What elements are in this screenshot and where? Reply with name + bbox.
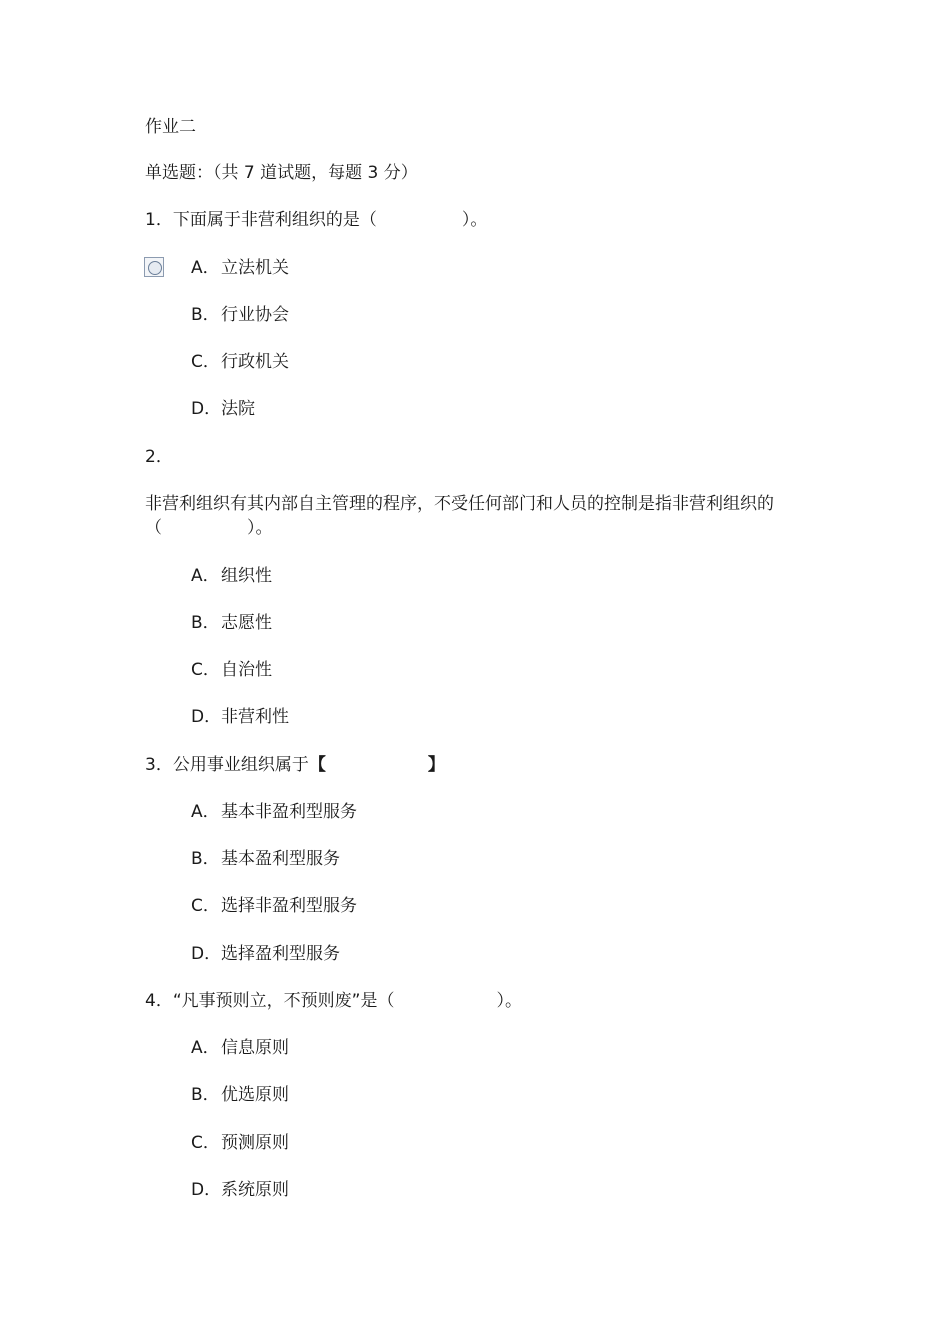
option-3a[interactable] xyxy=(191,800,357,824)
option-text: 立法机关 xyxy=(221,258,289,278)
option-text: 系统原则 xyxy=(221,1180,289,1200)
option-text: 非营利性 xyxy=(221,707,289,727)
option-text: 法院 xyxy=(221,399,255,419)
option-text: 组织性 xyxy=(221,566,272,586)
option-text: 行政机关 xyxy=(221,352,289,372)
question-4 xyxy=(145,989,522,1013)
question-text: “凡事预则立，不预则废”是（ ）。 xyxy=(172,991,522,1011)
option-3d[interactable] xyxy=(191,942,340,966)
option-text: 预测原则 xyxy=(221,1133,289,1153)
option-1d[interactable] xyxy=(191,397,255,421)
option-4d[interactable] xyxy=(191,1178,289,1202)
option-letter: A． xyxy=(191,566,220,586)
option-4b[interactable] xyxy=(191,1083,289,1107)
radio-button[interactable] xyxy=(144,257,164,277)
radio-dot xyxy=(148,261,162,275)
section-header: 单选题：（共 7 道试题，每题 3 分） xyxy=(145,163,418,183)
question-text: 公用事业组织属于 xyxy=(172,755,309,775)
option-text: 志愿性 xyxy=(221,613,272,633)
option-text: 行业协会 xyxy=(221,305,289,325)
option-2c[interactable] xyxy=(191,658,272,682)
option-1a[interactable] xyxy=(191,256,289,280)
option-letter: B． xyxy=(191,849,220,869)
option-letter: D． xyxy=(191,944,222,964)
option-letter: C． xyxy=(191,352,220,372)
option-text: 基本盈利型服务 xyxy=(221,849,340,869)
question-2-text: 非营利组织有其内部自主管理的程序，不受任何部门和人员的控制是指非营利组织的（ ）。 xyxy=(145,494,774,538)
bracket-open: 【 xyxy=(308,755,326,775)
option-3c[interactable] xyxy=(191,894,357,918)
option-letter: A． xyxy=(191,802,220,822)
question-2-number: 2． xyxy=(145,447,173,467)
option-3b[interactable] xyxy=(191,847,340,871)
option-letter: B． xyxy=(191,305,220,325)
question-number: 3． xyxy=(145,755,173,775)
option-letter: D． xyxy=(191,1180,222,1200)
option-letter: D． xyxy=(191,707,222,727)
option-text: 信息原则 xyxy=(221,1038,289,1058)
option-text: 选择盈利型服务 xyxy=(221,944,340,964)
option-letter: C． xyxy=(191,896,220,916)
question-3 xyxy=(145,753,445,777)
option-letter: B． xyxy=(191,613,220,633)
bracket-close: 】 xyxy=(427,755,445,775)
option-2b[interactable] xyxy=(191,611,272,635)
question-number: 4． xyxy=(145,991,173,1011)
option-letter: D． xyxy=(191,399,222,419)
option-text: 选择非盈利型服务 xyxy=(221,896,357,916)
option-text: 优选原则 xyxy=(221,1085,289,1105)
option-1b[interactable] xyxy=(191,303,289,327)
option-4a[interactable] xyxy=(191,1036,289,1060)
option-1c[interactable] xyxy=(191,350,289,374)
option-text: 基本非盈利型服务 xyxy=(221,802,357,822)
question-1 xyxy=(145,208,487,232)
option-2d[interactable] xyxy=(191,705,289,729)
page-title: 作业二 xyxy=(145,117,196,137)
option-2a[interactable] xyxy=(191,564,272,588)
option-letter: B． xyxy=(191,1085,220,1105)
option-letter: A． xyxy=(191,258,220,278)
question-text: 下面属于非营利组织的是（ ）。 xyxy=(172,210,488,230)
option-letter: A． xyxy=(191,1038,220,1058)
option-4c[interactable] xyxy=(191,1131,289,1155)
option-text: 自治性 xyxy=(221,660,272,680)
option-letter: C． xyxy=(191,660,220,680)
question-number: 1． xyxy=(145,210,173,230)
option-letter: C． xyxy=(191,1133,220,1153)
